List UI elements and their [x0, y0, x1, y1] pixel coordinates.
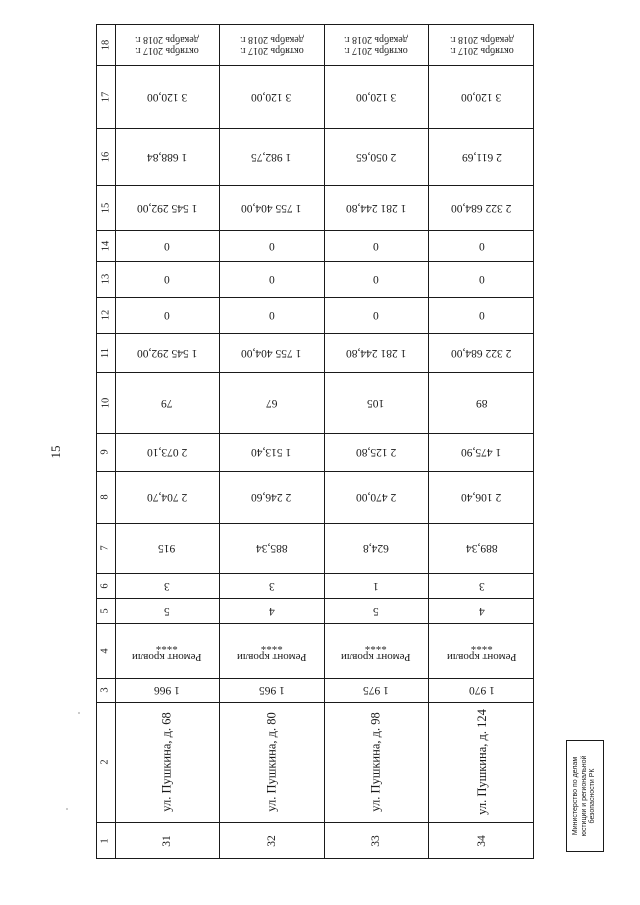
cell-text: 1 970: [468, 684, 495, 696]
table-cell: [428, 128, 535, 185]
cell-line: ****: [470, 639, 493, 652]
table-cell: [428, 261, 535, 297]
cell-text: 2 322 684,00: [451, 201, 512, 214]
cell-text: 1 755 404,00: [241, 201, 302, 214]
column-number: 4: [100, 647, 111, 654]
table-cell: [219, 523, 324, 573]
table-cell: [115, 185, 219, 230]
stamp-text: [568, 742, 602, 850]
cell-text: [132, 640, 202, 662]
table-cell: [115, 25, 219, 65]
table-cell: [115, 471, 219, 523]
cell-text: 0: [478, 309, 485, 321]
table-cell: [115, 230, 219, 261]
cell-line: ****: [260, 639, 283, 652]
column-number: 2: [100, 759, 111, 765]
cell-line: октябрь 2017 г.: [449, 45, 514, 56]
cell-text: 915: [158, 542, 176, 554]
cell-text: 1 688,84: [146, 150, 188, 163]
cell-text: 624,8: [363, 542, 389, 554]
column-number-header: [97, 573, 115, 598]
cell-text: 0: [478, 239, 485, 252]
registration-stamp: [566, 740, 604, 852]
cell-text: 0: [373, 309, 379, 321]
table-cell: [324, 372, 428, 433]
cell-line: ****: [156, 639, 178, 652]
cell-text: 1: [373, 579, 379, 592]
cell-text: 1 755 404,00: [241, 346, 302, 359]
table-cell: [428, 471, 535, 523]
column-number: 13: [100, 273, 111, 285]
cell-line: октябрь 2017 г.: [135, 45, 199, 56]
table-cell: [115, 128, 219, 185]
cell-text: 31: [161, 835, 173, 847]
table-cell: [428, 297, 535, 333]
cell-text: 4: [268, 604, 275, 617]
table-cell: [324, 297, 428, 333]
cell-text: 1 966: [154, 684, 180, 696]
cell-line: ****: [365, 639, 387, 652]
table-cell: [219, 702, 324, 822]
column-number-header: [97, 678, 115, 702]
cell-text: [344, 34, 408, 56]
cell-line: декабрь 2018 г.: [344, 34, 408, 45]
cell-text: [240, 34, 304, 56]
cell-text: [450, 34, 514, 56]
column-number: 7: [100, 545, 111, 551]
cell-text: 2 125,80: [355, 446, 397, 458]
table-cell: [115, 433, 219, 471]
column-number-header: [97, 185, 115, 230]
column-number: 5: [100, 607, 111, 614]
cell-line: декабрь 2018 г.: [239, 34, 304, 45]
cell-text: 1 545 292,00: [136, 346, 198, 359]
table-cell: [324, 185, 428, 230]
table-cell: [324, 822, 428, 860]
table-cell: [219, 678, 324, 702]
table-cell: [324, 128, 428, 185]
table-cell: [115, 702, 219, 822]
cell-text: 3: [164, 579, 170, 592]
table-cell: [115, 678, 219, 702]
cell-text: 1 281 244,80: [345, 201, 407, 214]
table-cell: [428, 25, 535, 65]
cell-text: [135, 34, 199, 56]
cell-text: 3: [268, 579, 275, 592]
table-cell: [219, 471, 324, 523]
table-cell: [324, 598, 428, 623]
column-number: 10: [100, 397, 111, 408]
cell-text: 89: [475, 396, 488, 409]
column-number-header: [97, 297, 115, 333]
cell-text: 1 513,40: [251, 446, 292, 458]
column-number: 16: [100, 151, 111, 162]
cell-text: 1 982,75: [251, 150, 292, 163]
table-cell: [324, 25, 428, 65]
column-number: 17: [100, 91, 111, 102]
cell-text: 3 120,00: [251, 90, 292, 103]
cell-line: декабрь 2018 г.: [135, 34, 199, 45]
column-number: 11: [100, 347, 111, 358]
table-cell: [219, 297, 324, 333]
table-cell: [219, 261, 324, 297]
cell-text: 2 073,10: [146, 446, 188, 458]
column-number: 9: [100, 449, 111, 455]
cell-text: 885,34: [255, 542, 288, 554]
table-cell: [428, 333, 535, 372]
column-number: 15: [100, 202, 111, 213]
column-number: 3: [100, 687, 111, 693]
cell-text: 2 106,40: [461, 491, 502, 503]
table-cell: [115, 598, 219, 623]
cell-text: 889,34: [465, 542, 498, 554]
cell-text: 5: [164, 604, 170, 617]
table-cell: [115, 261, 219, 297]
table-cell: [324, 333, 428, 372]
page-number: 15: [48, 445, 63, 459]
column-number-header: [97, 230, 115, 261]
column-number-header: [97, 65, 115, 128]
table-cell: [115, 65, 219, 128]
table-cell: [219, 128, 324, 185]
table-cell: [428, 65, 535, 128]
cell-text: 2 246,60: [251, 491, 292, 503]
table-cell: [428, 598, 535, 623]
cell-text: 0: [373, 239, 379, 252]
cell-text: 79: [161, 396, 173, 409]
table-cell: [324, 65, 428, 128]
cell-text: 3: [478, 579, 485, 592]
cell-text: 0: [478, 273, 485, 285]
column-number: 12: [100, 309, 111, 321]
table-cell: [324, 471, 428, 523]
cell-text: 0: [268, 239, 275, 252]
table-cell: [324, 433, 428, 471]
table-cell: [428, 523, 535, 573]
table-cell: [428, 702, 535, 822]
cell-text: 32: [265, 835, 278, 847]
cell-text: [447, 640, 517, 662]
table-cell: [324, 573, 428, 598]
data-table: [96, 24, 534, 859]
cell-text: 3 120,00: [146, 90, 188, 103]
cell-text: 2 470,00: [355, 491, 397, 503]
column-number-header: [97, 261, 115, 297]
column-number-header: [97, 128, 115, 185]
stamp-line: безопасности РК: [589, 768, 597, 824]
cell-text: 0: [164, 309, 170, 321]
table-cell: [219, 623, 324, 678]
column-number-header: [97, 623, 115, 678]
table-cell: [219, 333, 324, 372]
table-cell: [324, 261, 428, 297]
cell-text: 4: [478, 604, 485, 617]
table-cell: [324, 523, 428, 573]
cell-line: Ремонт кровли: [132, 650, 202, 663]
column-number: 18: [100, 39, 111, 51]
scan-speck: [66, 808, 68, 810]
cell-text: 0: [373, 273, 379, 285]
table-cell: [428, 678, 535, 702]
column-number: 1: [100, 838, 111, 844]
column-number: 8: [100, 494, 111, 500]
column-number: 14: [100, 240, 111, 251]
cell-line: октябрь 2017 г.: [344, 45, 408, 56]
column-number-header: [97, 372, 115, 433]
table-cell: [115, 573, 219, 598]
cell-text: 2 704,70: [146, 491, 188, 503]
cell-text: 1 545 292,00: [136, 201, 198, 214]
table-cell: [219, 372, 324, 433]
cell-text: 34: [475, 835, 488, 847]
cell-text: 2 611,69: [461, 150, 502, 163]
table-cell: [219, 573, 324, 598]
scan-speck: [78, 712, 80, 714]
cell-text: 0: [268, 273, 275, 285]
cell-text: 3 120,00: [355, 90, 397, 103]
cell-line: октябрь 2017 г.: [239, 45, 304, 56]
stamp-line: юстиции и региональной: [580, 755, 588, 837]
table-cell: [428, 573, 535, 598]
column-number-header: [97, 822, 115, 860]
column-number-header: [97, 702, 115, 822]
cell-text: 1 281 244,80: [345, 346, 407, 359]
table-cell: [324, 230, 428, 261]
cell-text: 2 322 684,00: [451, 346, 512, 359]
column-number-header: [97, 25, 115, 65]
cell-text: 0: [164, 239, 170, 252]
table-cell: [428, 822, 535, 860]
table-cell: [115, 372, 219, 433]
column-number: 6: [100, 582, 111, 589]
column-number-header: [97, 471, 115, 523]
cell-text: 67: [265, 396, 278, 409]
cell-text: 1 975: [363, 684, 389, 696]
table-cell: [219, 598, 324, 623]
cell-line: Ремонт кровли: [236, 650, 307, 663]
cell-text: 105: [367, 396, 385, 409]
table-cell: [115, 523, 219, 573]
table-cell: [115, 297, 219, 333]
column-number-header: [97, 523, 115, 573]
table-cell: [219, 230, 324, 261]
cell-text: ул. Пушкина, д. 124: [474, 709, 489, 815]
cell-text: 1 965: [258, 684, 285, 696]
cell-text: 1 475,90: [461, 446, 502, 458]
cell-text: [237, 640, 307, 662]
column-number-header: [97, 598, 115, 623]
cell-line: декабрь 2018 г.: [449, 34, 514, 45]
cell-text: ул. Пушкина, д. 80: [264, 712, 279, 812]
stamp-line: Министерство по делам: [572, 756, 580, 836]
table-cell: [428, 372, 535, 433]
table-cell: [219, 25, 324, 65]
cell-text: [341, 640, 411, 662]
cell-text: 0: [164, 273, 170, 285]
column-number-header: [97, 333, 115, 372]
cell-line: Ремонт кровли: [446, 650, 517, 663]
table-cell: [219, 433, 324, 471]
table-cell: [428, 185, 535, 230]
cell-line: Ремонт кровли: [341, 650, 411, 663]
table-cell: [428, 623, 535, 678]
cell-text: 2 050,65: [355, 150, 397, 163]
table-cell: [324, 623, 428, 678]
cell-text: 3 120,00: [461, 90, 502, 103]
cell-text: 33: [370, 835, 382, 847]
table-cell: [115, 822, 219, 860]
cell-text: ул. Пушкина, д. 98: [368, 712, 383, 812]
cell-text: 0: [268, 309, 275, 321]
cell-text: ул. Пушкина, д. 68: [159, 712, 174, 812]
table-cell: [219, 65, 324, 128]
cell-text: 5: [373, 604, 379, 617]
table-cell: [428, 433, 535, 471]
column-number-header: [97, 433, 115, 471]
table-cell: [115, 333, 219, 372]
table-cell: [219, 185, 324, 230]
table-cell: [219, 822, 324, 860]
table-cell: [324, 678, 428, 702]
table-cell: [428, 230, 535, 261]
table-cell: [324, 702, 428, 822]
table-cell: [115, 623, 219, 678]
